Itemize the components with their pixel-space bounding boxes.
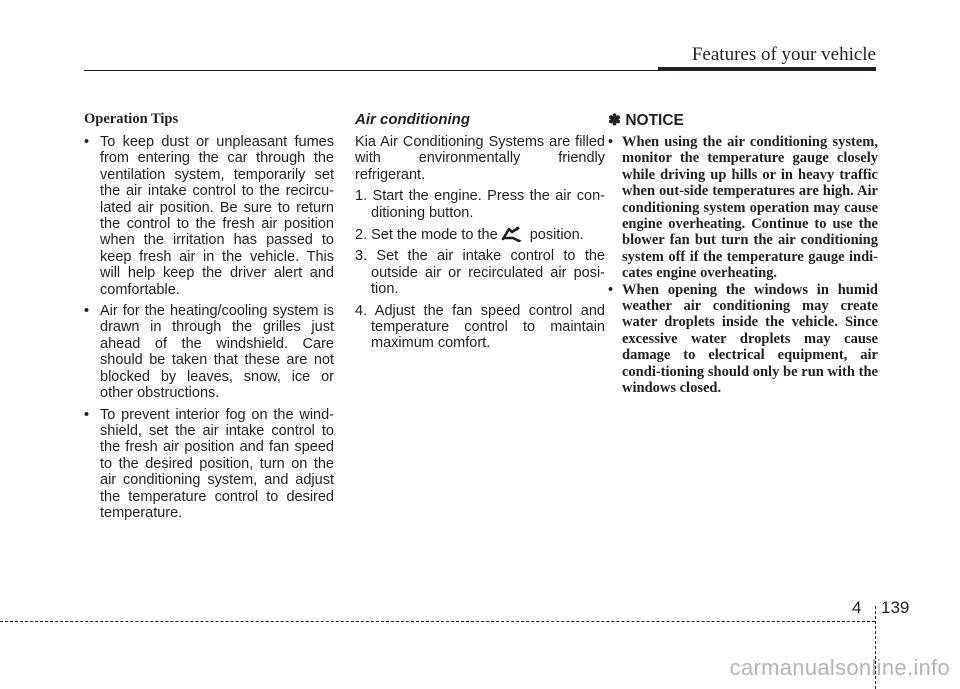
air-conditioning-steps [355,188,605,352]
list-item-text-suffix: position. [529,227,584,244]
list-item [84,407,334,522]
list-item-text: To prevent interior fog on the wind-shield, set the air intake control to the fresh air position and fan speed to the desired position, turn on the air conditioning system, and adjust the temperature control to desired temperature. [100,406,334,521]
list-item [355,303,605,352]
list-item-text: Air for the heating/cooling system is drawn in through the grilles just ahead of the windshield. Care should be taken that these are not blocked by leaves, snow, ice or other obstructions. [100,303,334,402]
notice-list [608,134,878,397]
list-item-text: 3. Set the air intake control to the outside air or recirculated air posi-tion. [355,248,605,298]
list-item [608,134,878,282]
list-item-text: To keep dust or unpleasant fumes from entering the car through the ventilation system, temporarily set the air intake control to the recircu-lated air position. Be sure to return the control to the fresh air position when the irritation has passed to keep fresh air in the vehicle. This will help keep the driver alert and comfortable. [100,134,334,298]
list-item-text: 1. Start the engine. Press the air con-ditioning button. [355,188,605,221]
footer-rule [0,621,875,622]
notice-heading-text: NOTICE [625,112,684,129]
list-item [608,282,878,397]
bullet-marker: • [608,134,614,150]
list-item-text: When opening the windows in humid weather air conditioning may create water droplets inside the vehicle. Since excessive water droplets may cause damage to electrical equipment, air condi-tioning should only be run with the windows closed. [622,281,878,397]
header-title: Features of your vehicle [691,44,876,65]
list-item [355,248,605,297]
watermark: carmanualsonline.info [729,655,950,680]
list-item-text: When using the air conditioning system, monitor the temperature gauge closely while driving up hills or in heavy traffic when out-side temperatures are high. Air conditioning system operation may cause engine overheating. Continue to use the blower fan but turn the air conditioning system off if the temperature gauge indi-cates engine overheating. [622,134,878,282]
bullet-marker: • [84,406,90,423]
column-air-conditioning [355,110,605,357]
list-item-text: 4. Adjust the fan speed control and temperature control to maintain maximum comfort. [355,302,605,352]
column-operation-tips [84,110,334,526]
list-item [355,226,605,243]
bullet-marker: • [608,281,614,298]
header-rule-accent [658,67,876,71]
column-notice [608,110,878,397]
page-number: 139 [881,598,910,617]
bullet-marker: • [84,134,90,150]
chapter-number: 4 [852,598,862,617]
list-item [84,134,334,298]
list-item [84,303,334,401]
list-item-text: 2. Set the mode to the [355,227,498,244]
operation-tips-list [84,134,334,521]
mode-floor-face-icon [500,226,526,242]
notice-symbol-icon: ✽ [608,112,621,129]
list-item [355,188,605,221]
operation-tips-heading: Operation Tips [84,111,179,127]
air-conditioning-intro: Kia Air Conditioning Systems are filled with environmentally friendly refrigerant. [355,134,605,183]
bullet-marker: • [84,303,90,320]
air-conditioning-heading: Air conditioning [355,111,470,128]
notice-heading [608,110,878,130]
